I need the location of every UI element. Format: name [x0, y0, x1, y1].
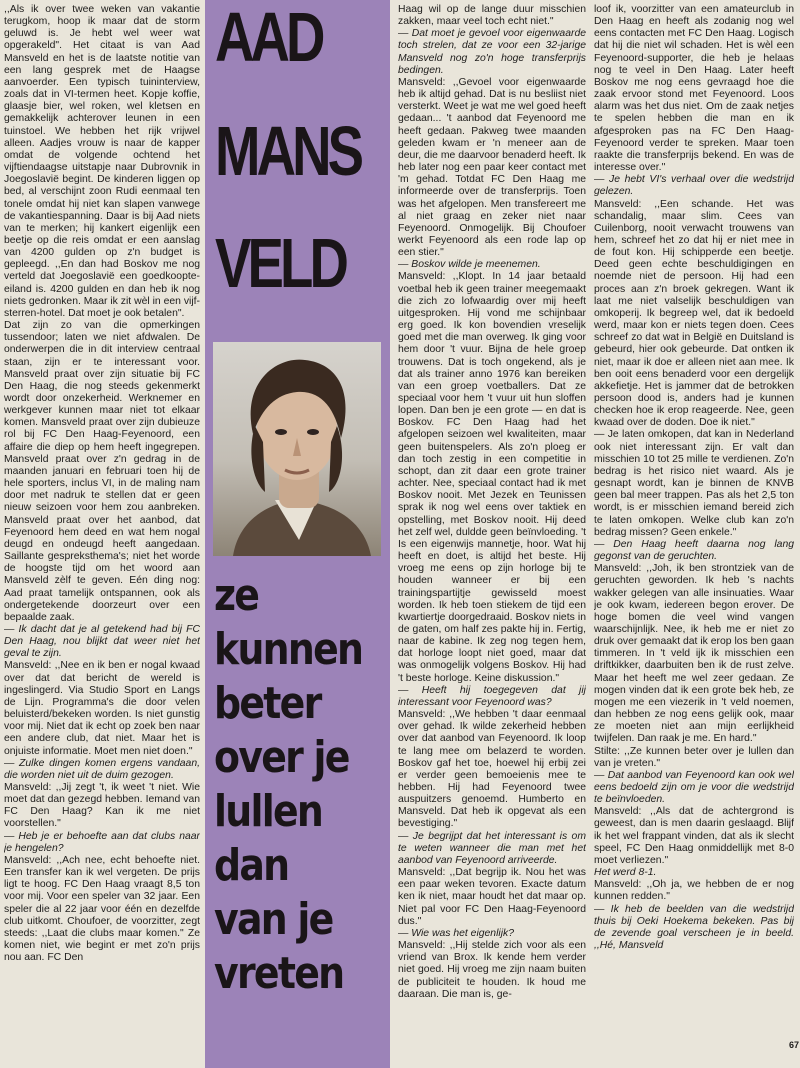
slogan-line-6: dan	[214, 840, 289, 891]
question-paragraph: — Zulke dingen komen ergens vandaan, die worden niet uit de duim gezogen.	[4, 757, 200, 781]
title-line-mans: MANS	[215, 112, 361, 190]
title-line-veld: VELD	[215, 224, 346, 302]
paragraph: Mansveld: ,,Dat begrijp ik. Nou het was een paar weken tevoren. Exacte datum ken ik niet, maar houdt het dat maar op. Niet pal voor FC Den Haag-Feyenoord dus."	[398, 867, 586, 927]
article-column-2	[398, 4, 586, 1064]
question-paragraph: — Heb je er behoefte aan dat clubs naar je hengelen?	[4, 830, 200, 854]
question-paragraph: — Heeft hij toegegeven dat jij interessant voor Feyenoord was?	[398, 684, 586, 708]
slogan-line-1: ze	[214, 570, 259, 621]
slogan-line-5: lullen	[214, 786, 323, 837]
paragraph: loof ik, voorzitter van een amateurclub in Den Haag en heeft als zodanig nog wel eens contacten met FC Den Haag. Logisch dat hij die niet wil schaden. Het is wèl een Feyenoord-supporter, die heb je helaas nog te veel in Den Haag. Later heeft Boskov me nog eens gevraagd hoe die zaak ervoor stond met Feyenoord. Loos alarm was het dus niet. Om de zaak netjes te spelen hebben die man en ik afgesproken pas na FC Den Haag-Feyenoord verder te spreken. Maar toen raakte die transferprijs bekend. En was de interesse over."	[594, 4, 794, 174]
title-line-aad: AAD	[215, 0, 322, 76]
slogan-line-2: kunnen	[214, 624, 363, 675]
paragraph: Mansveld: ,,Hij stelde zich voor als een vriend van Brox. Ik kende hem verder niet goed. Hij vroeg me zijn naam buiten de publiciteit te houden. Ik houd me daaraan. Die man is, ge-	[398, 940, 586, 1000]
paragraph: Stilte: ,,Ze kunnen beter over je lullen dan van je vreten."	[594, 745, 794, 769]
article-column-1	[4, 4, 200, 1064]
paragraph: Mansveld: ,,Ach nee, echt behoefte niet. Een transfer kan ik wel vergeten. De prijs ligt te hoog. FC Den Haag vraagt 8,5 ton voor mij. Voor een speler van 32 jaar. Een speler die al 22 jaar voor één en dezelfde club uitkomt. Choufoer, de voorzitter, zegt steeds: ,,Laat die clubs maar komen." Ze komen niet, wie begint er met zo'n prijs nou aan. FC Den	[4, 854, 200, 964]
paragraph: Mansveld: ,,Een schande. Het was schandalig, maar slim. Cees van Cuilenborg, nooit verwacht trouwens van hem, schreef het zo dat hij er niet mee in de fout kon. Hij schipperde een beetje. Deed geen echte beschuldigingen en noemde niet de persoon. Hij had een proces aan z'n broek gekregen. Want ik laat me niet valselijk beschuldigen van omkoperij. Ik begreep wel, dat ik bedoeld werd, maar kon er niets tegen doen. Cees schreef zo dat wat in België en Duitsland is gebeurd, hier ook gebeurde. Dat ontken ik niet, maar ik doe er alleen niet aan mee. Ik ben ooit eens benaderd voor een dergelijk akkefietje. Het is jammer dat de betrokken persoon dood is, anders had je kunnen checken hoe ik erop reageerde. Nee, geen kwaad over de doden. Doe ik niet."	[594, 198, 794, 429]
paragraph: Mansveld: ,,Nee en ik ben er nogal kwaad over dat dat bericht de wereld is ingeslingerd. Via Studio Sport en Langs de Lijn. Programma's die door velen beluisterd/bekeken worden. Is niet gunstig voor mij. Niet dat ik echt op zoek ben naar een andere club, dat niet. Maar het is onjuiste informatie. Moet men niet doen."	[4, 660, 200, 757]
paragraph: Mansveld: ,,We hebben 't daar eenmaal over gehad. Ik wilde zekerheid hebben over dat aanbod van Feyenoord. Ik loop te lang mee om belazerd te worden. Boskov gaf het toe, hoewel hij erbij zei er verder geen bemoeienis mee te hebben. Hij had Feyenoord twee auspuitzers genoemd. Humberto en Mansveld. Dat heb ik opgevat als een bevestiging."	[398, 709, 586, 830]
paragraph: — Je laten omkopen, dat kan in Nederland ook niet interessant zijn. Er valt dan misschien 10 tot 25 mille te verdienen. Zo'n bedrag is het risico niet waard. Als je gesnapt wordt, kan je binnen de KNVB geen bal meer trappen. Pas als het 2,5 ton wordt, is er misschien iemand bereid zich te laten omkopen. Welke club kan zo'n bedrag missen? Geen enkele."	[594, 429, 794, 538]
question-paragraph: Het werd 8-1.	[594, 867, 657, 879]
portrait-photo	[213, 342, 381, 556]
paragraph: Mansveld: ,,Joh, ik ben strontziek van de geruchten geworden. Ik heb 's nachts wakker gelegen van alle insinuaties. Waar je ook kwam, iedereen begon erover. De hoge bomen die veel wind vangen waarschijnlijk. Nee, ik heb me er niet zo druk over gemaakt dat ik erop los ben gaan timmeren. In 't veld ijk ik misschien een driftkikker, daarbuiten ben ik de rust zelve. Maar het heeft me wel zeer gedaan. Ze mogen vinden dat ik een grote bek heb, ze mogen me een viezerik in 't veld noemen, dan hebben ze nog eens gelijk ook, maar ze moeten niet aan mijn eerlijkheid twijfelen. Dan raak je me. En hard."	[594, 563, 794, 745]
paragraph: ,,Als ik over twee weken van vakantie terugkom, hoop ik maar dat de storm geluwd is. Je hebt wel weer wat opgerakeld". Het citaat is van Aad Mansveld en het is de laatste notitie van een lang gesprek met de Haagse aanvoerder. Een typisch tuininterview, zoals dat in VI-termen heet. Kopje koffie, glaasje bier, wel roken, wel kletsen en gemakkelijk achterover leunen in een tuinstoel. We hebben het rijk vrijwel alleen. Aadjes vrouw is naar de kapper omdat de volgende ochtend het vijftiendaagse uitstapje naar Dubrovnik in Joegoslavië begint. De kinderen liggen op bed, al verschijnt zoon Rudi eenmaal ten tonele omdat hij niet kan slapen vanwege de vakantiespanning. Daar is bij Aad niets van te merken; hij kankert eigenlijk een beetje op die reis omdat er een aanslag van 4200 gulden op z'n budget is gepleegd. ,,En dan had Boskov me nog verteld dat Joegoslavië een goedkoopte-eiland is. 4200 gulden en dan heb ik nog niets gedronken. Maar ik zit wèl in een vijf-sterren-hotel. Dat moet je ook betalen".	[4, 4, 200, 319]
article-column-3	[594, 4, 794, 1064]
title-band	[205, 0, 390, 1068]
paragraph: Mansveld: ,,Gevoel voor eigenwaarde heb ik altijd gehad. Dat is nu besliist niet versterkt. Weet je wat me wel goed heeft gedaan... 't aanbod dat Feyenoord me heeft gedaan. Pakweg twee maanden geleden kwam er 'n meneer aan de deur, die me daarvoor benaderd heeft. Ik heb later nog een paar keer contact met 'm gehad. Totdat FC Den Haag me informeerde over de transferprijs. Toen was het afgelopen. Men transfereert me al niet graag en zeker niet naar Feyenoord. Onmogelijk. Bij Choufoer werkt Feyenoord als een rode lap op een stier."	[398, 76, 586, 259]
question-paragraph: — Je hebt VI's verhaal over die wedstrijd gelezen.	[594, 174, 794, 198]
paragraph: Mansveld: ,,Jij zegt 't, ik weet 't niet. Wie moet dat dan gezegd hebben. Iemand van FC Den Haag? Kan ik me niet voorstellen."	[4, 782, 200, 830]
slogan-line-4: over je	[214, 732, 349, 783]
question-paragraph: — Dat aanbod van Feyenoord kan ook wel eens bedoeld zijn om je voor die wedstrijd te beïnvloeden.	[594, 769, 794, 806]
paragraph: Mansveld: ,,Klopt. In 14 jaar betaald voetbal heb ik geen trainer meegemaakt die zich zo lofwaardig over mij heeft uitgesproken. Hij vond me schijnbaar erg goed. Ik kon bovendien vreselijk goed met die man overweg. Ik ging voor hem door 't vuur. Bijna de hele groep trouwens. Dat is toch ongekend, als je dat als trainer anno 1976 kan bereiken van een groep voetballers. Dat ze speciaal voor hem 't vuur uit hun sloffen lopen. Dan ben je een grote — en dat is Boskov. FC Den Haag had het afgelopen seizoen wel kwaliteiten, maar geen buitenspelers. Als zo'n ploeg er dan toch zestig in een competitie in schopt, dan zit daar een grote trainer achter. Nee, speciaal contact had ik met Boskov nooit. Met Jezek en Teunissen sprak ik nog wel eens over taktiek en opstelling, met Boskov nooit. Hij deed het zelf wel, duldde geen beïnvloeding. 't Is een eigenwijs mannetje, hoor. Wat hij heeft en doet, is altijd het beste. Hij vroeg me eens op zijn horloge bij te houden wanneer er bij een trainingspartijtje gewisseld moest worden. Ik heb toen stiekem de tijd een kwartiertje doorgedraaid. Boskov niets in de gaten, om half zes pakte hij in. Fertig, naar de kabine. Ik zeg nog tegen hem, dat horloge loopt niet goed, maar dat was onmogelijk volgens Boskov. Hij had 't beste horloge. Keine diskussion."	[398, 271, 586, 684]
slogan-line-8: vreten	[214, 948, 344, 999]
question-paragraph: — Ik heb de beelden van die wedstrijd thuis bij Oeki Hoekema bekeken. Pas bij de zevende goal verscheen je in beeld. ,,Hé, Mansveld	[594, 903, 794, 952]
question-paragraph: — Je begrijpt dat het interessant is om te weten wanneer die man met het aanbod van Feyenoord arriveerde.	[398, 830, 586, 866]
slogan-line-3: beter	[214, 678, 321, 729]
question-paragraph: — Boskov wilde je meenemen.	[398, 259, 541, 271]
paragraph: Mansveld: ,,Oh ja, we hebben de er nog kunnen redden."	[594, 879, 794, 903]
question-paragraph: — Ik dacht dat je al getekend had bij FC Den Haag, nou blijkt dat weer niet het geval te zijn.	[4, 623, 200, 660]
paragraph: Mansveld: ,,Als dat de achtergrond is geweest, dan is men daarin geslaagd. Blijf ik het wel frappant vinden, dat als ik slecht speel, FC Den Haag onmiddellijk met 8-0 moet verliezen."	[594, 806, 794, 866]
question-paragraph: — Wie was het eigenlijk?	[398, 927, 514, 939]
paragraph: Dat zijn zo van die opmerkingen tussendoor; laten we niet afdwalen. De onderwerpen die in dit interview centraal staan, zijn er te interessant voor. Mansveld praat over zijn situatie bij FC Den Haag, die nog steeds gekenmerkt wordt door onzekerheid. Werknemer en werkgever kunnen maar niet tot elkaar komen. Mansveld praat over zijn dubieuze rol bij FC Den Haag-Feyenoord, een affaire die diep op hem heeft ingegrepen. Mansveld praat over z'n gedrag in de maanden januari en februari toen hij de hele sporters, inclus VI, in de maling nam door met nadruk te stellen dat er geen nieuw seizoen voor hem zou aanbreken. Mansveld praat over het aanbod, dat Feyenoord hem deed en wat hem nogal deugd en ondeugd heeft aangedaan. Saillante gespreksthema's; niet het worde de hoogste tijd om het woord aan Mansveld zèlf te geven. Eén ding nog: Aad praat tamelijk ontspannen, ook als ondergetekende doorzeurt over een bepaalde zaak.	[4, 320, 200, 623]
question-paragraph: — Den Haag heeft daarna nog lang gegonst van de geruchten.	[594, 538, 794, 563]
slogan-line-7: van je	[214, 894, 333, 945]
page-number: 67	[788, 1040, 799, 1050]
paragraph: Haag wil op de lange duur misschien zakken, maar veel toch echt niet."	[398, 4, 586, 28]
question-paragraph: — Dat moet je gevoel voor eigenwaarde toch strelen, dat ze voor een 32-jarige Mansveld nog zo'n hoge transferprijs bedingen.	[398, 28, 586, 76]
